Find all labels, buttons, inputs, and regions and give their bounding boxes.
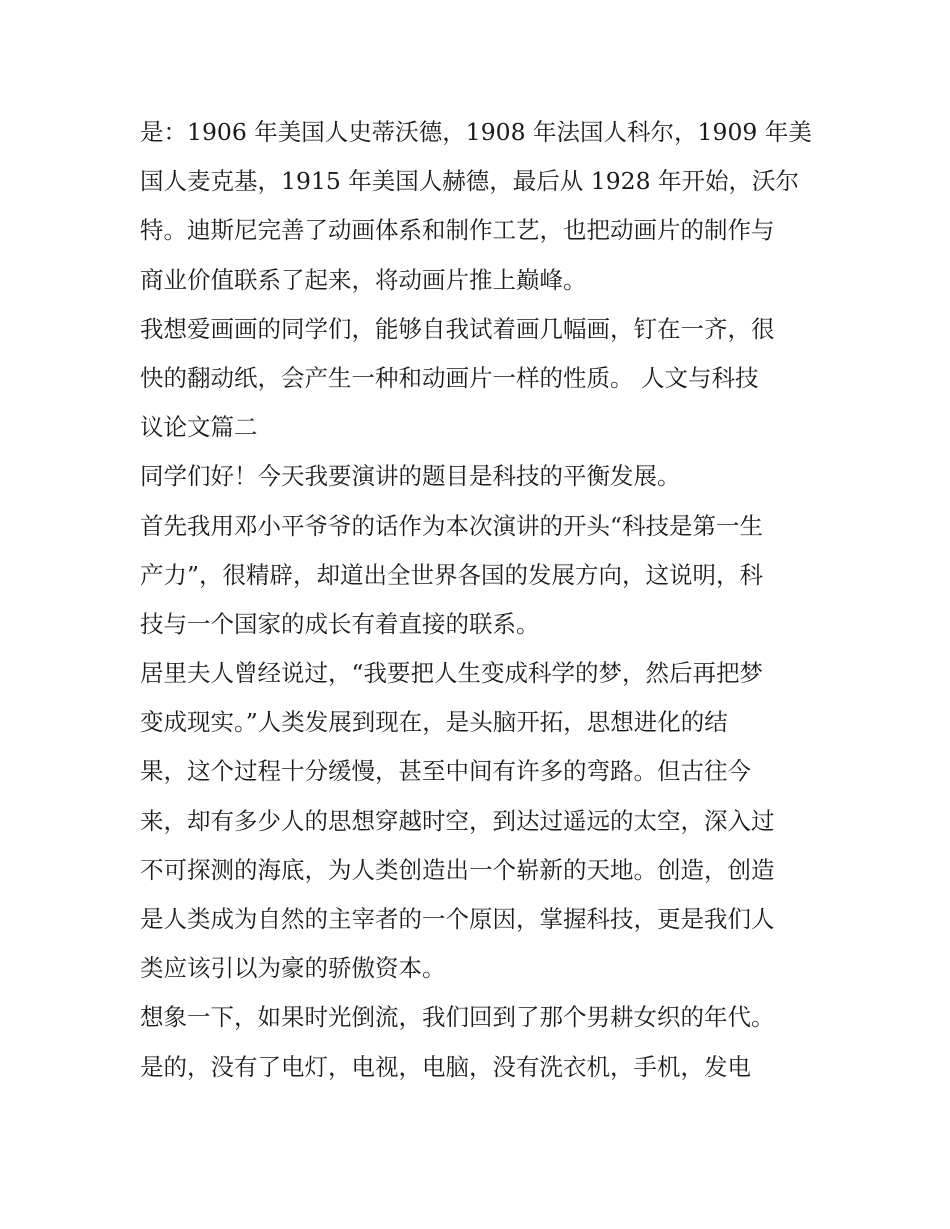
text-line: 同学们好！今天我要演讲的题目是科技的平衡发展。 — [140, 462, 681, 491]
text-line: 国人麦克基，1915 年美国人赫德，最后从 1928 年开始，沃尔 — [140, 167, 800, 196]
text-line: 是的，没有了电灯，电视，电脑，没有洗衣机，手机，发电 — [140, 1052, 751, 1081]
text-line: 居里夫人曾经说过，“我要把人生变成科学的梦，然后再把梦 — [140, 659, 764, 688]
text-line: 议论文篇二 — [140, 413, 258, 442]
text-line: 首先我用邓小平爷爷的话作为本次演讲的开头“科技是第一生 — [140, 511, 764, 540]
text-line: 快的翻动纸，会产生一种和动画片一样的性质。 人文与科技 — [140, 363, 759, 392]
text-line: 产力”，很精辟，却道出全世界各国的发展方向，这说明，科 — [140, 560, 764, 589]
document-text — [140, 108, 820, 1092]
text-line: 类应该引以为豪的骄傲资本。 — [140, 954, 446, 983]
text-line: 商业价值联系了起来，将动画片推上巅峰。 — [140, 265, 587, 294]
text-line: 技与一个国家的成长有着直接的联系。 — [140, 609, 540, 638]
text-line: 来，却有多少人的思想穿越时空，到达过遥远的太空，深入过 — [140, 806, 775, 835]
text-line: 不可探测的海底，为人类创造出一个崭新的天地。创造，创造 — [140, 855, 775, 884]
text-line: 变成现实。”人类发展到现在，是头脑开拓，思想进化的结 — [140, 708, 728, 737]
text-line: 想象一下，如果时光倒流，我们回到了那个男耕女织的年代。 — [140, 1003, 775, 1032]
text-line: 特。迪斯尼完善了动画体系和制作工艺，也把动画片的制作与 — [140, 216, 775, 245]
text-line: 果，这个过程十分缓慢，甚至中间有许多的弯路。但古往今 — [140, 757, 751, 786]
text-line: 我想爱画画的同学们，能够自我试着画几幅画，钉在一齐，很 — [140, 314, 775, 343]
text-line: 是人类成为自然的主宰者的一个原因，掌握科技，更是我们人 — [140, 905, 775, 933]
text-line: 是：1906 年美国人史蒂沃德，1908 年法国人科尔，1909 年美 — [140, 118, 812, 146]
